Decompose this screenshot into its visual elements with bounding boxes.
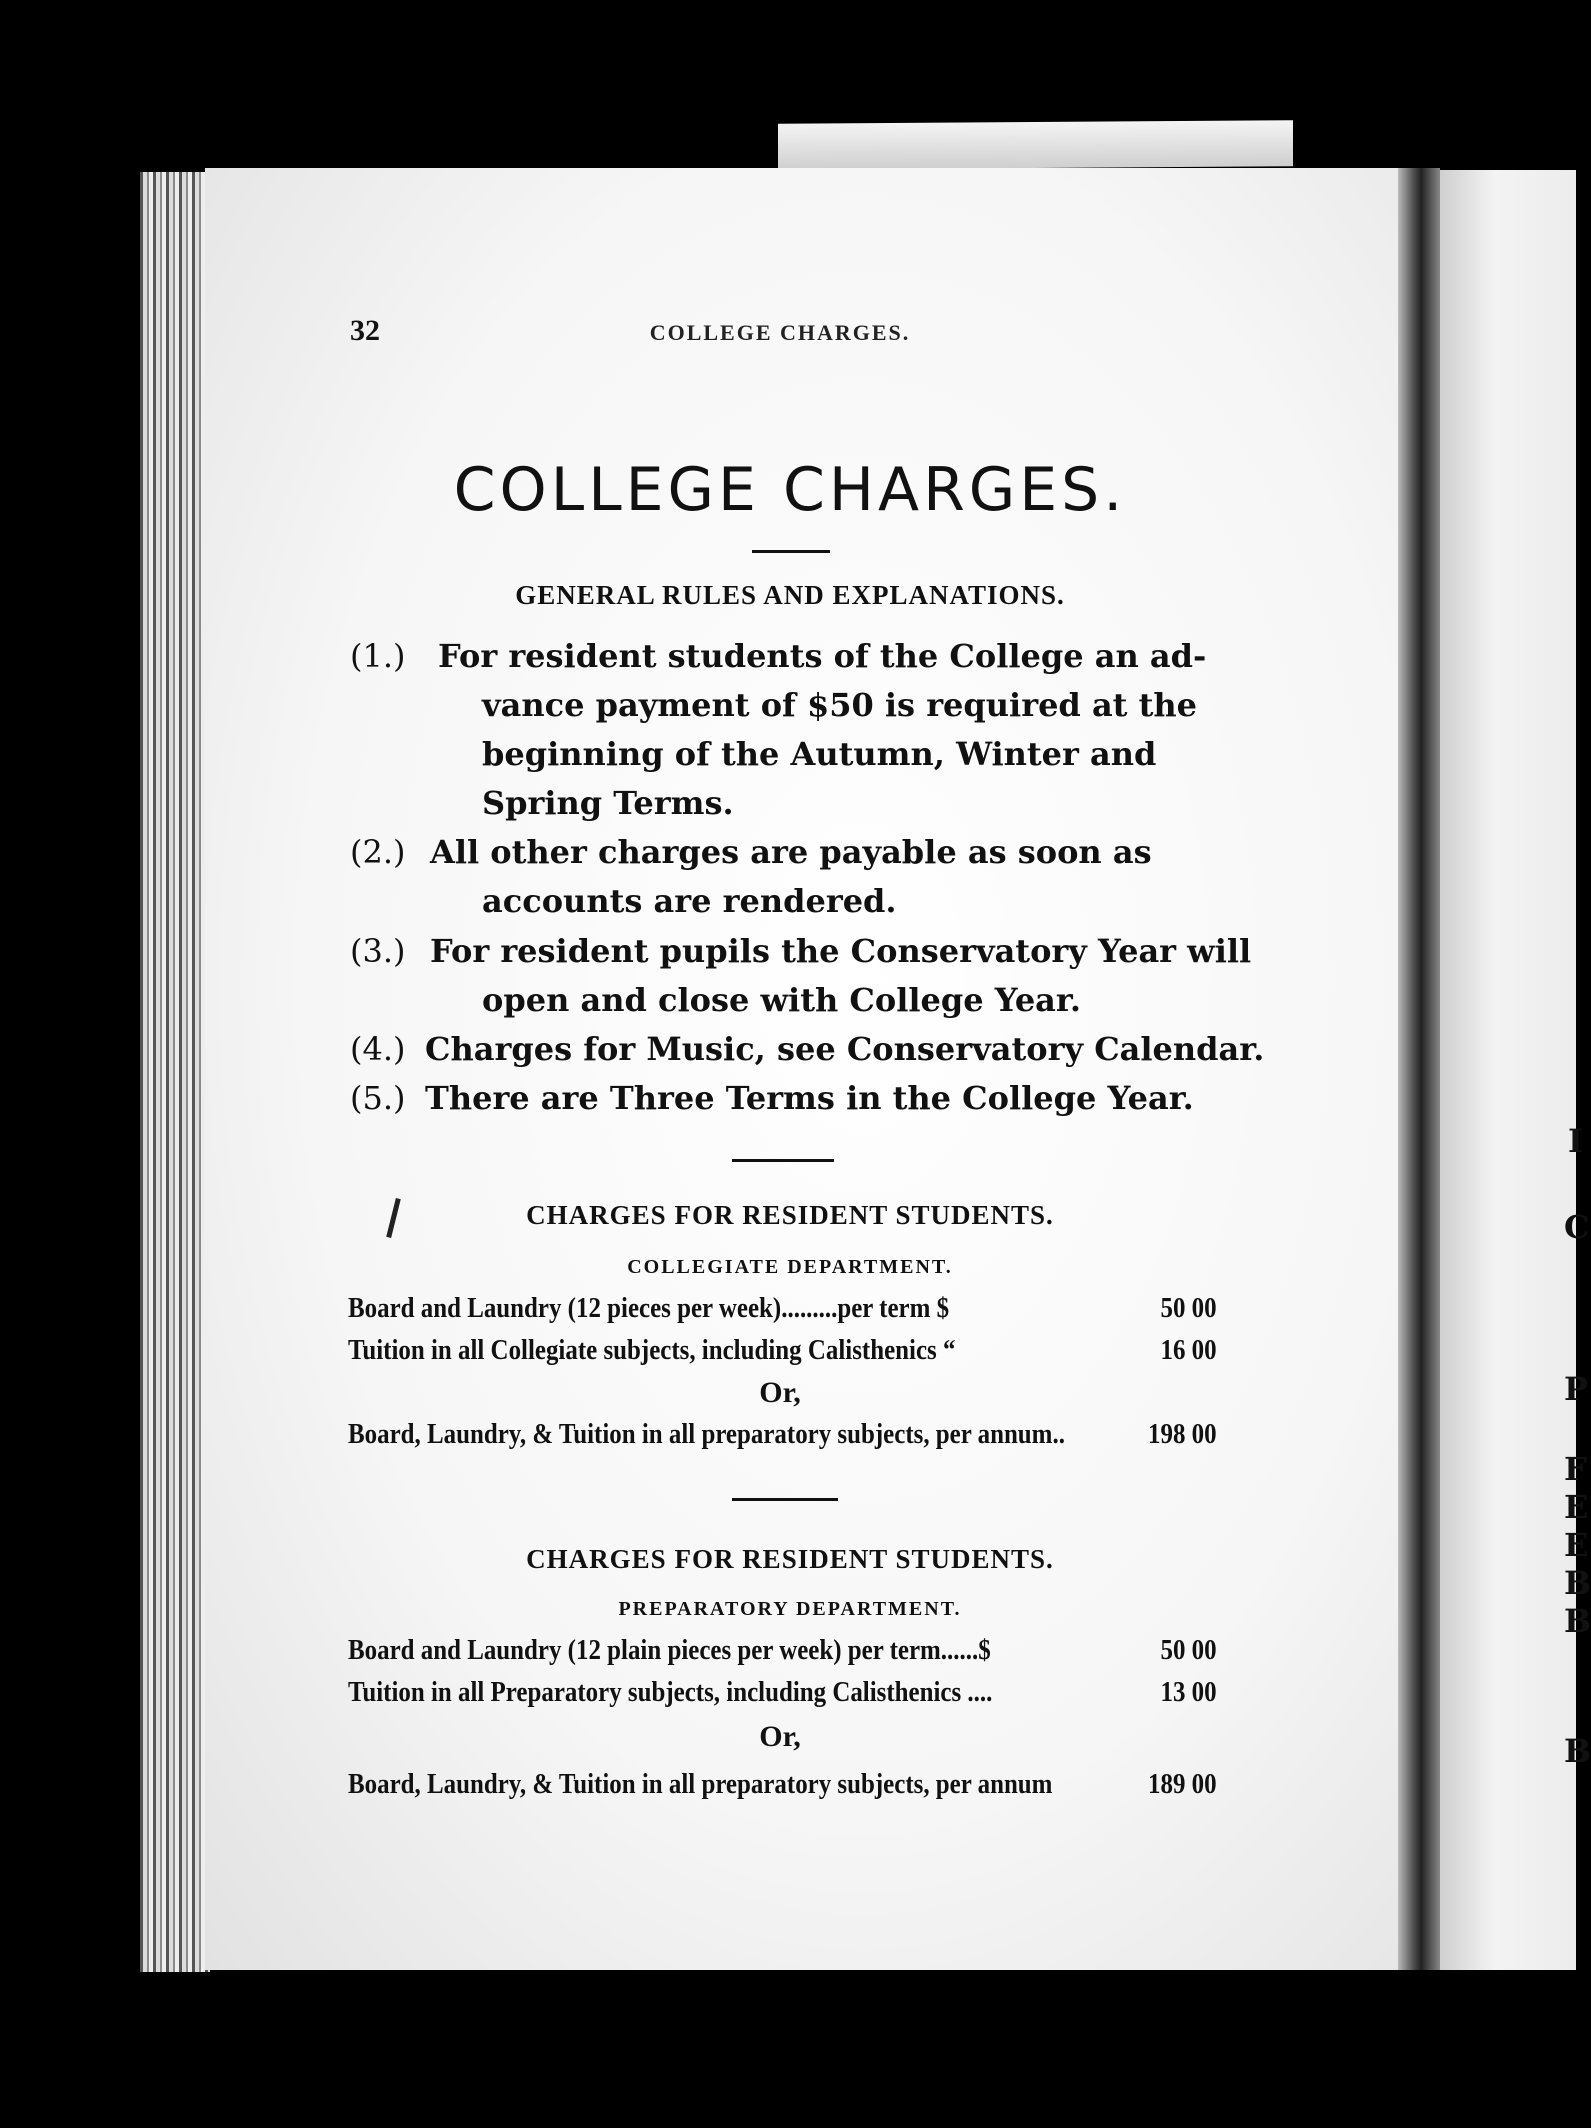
- fee-row: [348, 1292, 1217, 1332]
- rule-line: beginning of the Autumn, Winter and: [482, 735, 1157, 773]
- section-subtitle: GENERAL RULES AND EXPLANATIONS.: [515, 580, 1065, 610]
- rule-line: For resident pupils the Conservatory Year will: [430, 932, 1252, 970]
- fee-description: Board and Laundry (12 plain pieces per week) per term......$: [348, 1634, 991, 1666]
- facing-fragment: E: [1564, 1526, 1589, 1564]
- fee-amount: 198 00: [1148, 1418, 1217, 1450]
- rule-line: All other charges are payable as soon as: [430, 833, 1152, 871]
- or-separator: Or,: [759, 1720, 801, 1753]
- rule-line: accounts are rendered.: [482, 882, 897, 920]
- fee-description: Board, Laundry, & Tuition in all preparatory subjects, per annum: [348, 1768, 1053, 1800]
- facing-page: [1440, 170, 1591, 1970]
- or-separator: Or,: [759, 1376, 801, 1409]
- rule-line: vance payment of $50 is required at the: [482, 686, 1197, 724]
- rule-line: There are Three Terms in the College Year.: [425, 1079, 1194, 1117]
- divider: [732, 1498, 838, 1501]
- fee-amount: 16 00: [1160, 1334, 1217, 1366]
- fee-row-combined: [348, 1418, 1217, 1458]
- facing-fragment: C: [1564, 1208, 1590, 1246]
- book-gutter: [1398, 168, 1440, 1970]
- facing-fragment: E: [1564, 1488, 1589, 1526]
- facing-fragment: I: [1568, 1122, 1583, 1160]
- fee-row: [348, 1334, 1217, 1374]
- page-title: COLLEGE CHARGES.: [453, 455, 1127, 525]
- rule-line: open and close with College Year.: [482, 981, 1081, 1019]
- rule-item-1: [350, 632, 1230, 832]
- divider: [752, 550, 830, 553]
- rule-item-5: [350, 1074, 1230, 1124]
- fee-amount: 50 00: [1160, 1292, 1217, 1324]
- running-head: COLLEGE CHARGES.: [649, 320, 911, 345]
- fee-amount: 50 00: [1160, 1634, 1217, 1666]
- rule-item-4: [350, 1025, 1265, 1075]
- rule-number: (2.): [350, 833, 406, 871]
- rule-line: Spring Terms.: [482, 784, 734, 822]
- facing-fragment: P: [1564, 1370, 1589, 1408]
- fee-row: [348, 1676, 1217, 1716]
- department-heading: COLLEGIATE DEPARTMENT.: [627, 1256, 953, 1278]
- fee-description: Tuition in all Collegiate subjects, including Calisthenics “: [348, 1334, 956, 1366]
- rule-item-2: [350, 828, 1230, 928]
- rule-line: Charges for Music, see Conservatory Calendar.: [425, 1030, 1265, 1068]
- fee-amount: 13 00: [1160, 1676, 1217, 1708]
- department-heading: PREPARATORY DEPARTMENT.: [618, 1598, 962, 1620]
- rule-item-3: [350, 927, 1252, 1027]
- facing-fragment: B: [1564, 1602, 1591, 1640]
- facing-fragment: F: [1564, 1450, 1587, 1488]
- rule-line: For resident students of the College an ad-: [438, 637, 1207, 675]
- divider: [732, 1159, 834, 1162]
- rule-number: (5.): [350, 1079, 406, 1117]
- fee-row-combined: [348, 1768, 1217, 1808]
- top-paper-strip: [778, 120, 1293, 170]
- fee-description: Tuition in all Preparatory subjects, including Calisthenics ....: [348, 1676, 993, 1708]
- fee-description: Board, Laundry, & Tuition in all preparatory subjects, per annum..: [348, 1418, 1065, 1450]
- section-heading: CHARGES FOR RESIDENT STUDENTS.: [526, 1544, 1054, 1574]
- facing-fragment: B: [1564, 1732, 1591, 1770]
- page-edges: [140, 172, 210, 1972]
- rule-number: (4.): [350, 1030, 406, 1068]
- fee-amount: 189 00: [1148, 1768, 1217, 1800]
- rule-number: (1.): [350, 637, 406, 675]
- page-number: 32: [350, 314, 380, 347]
- section-heading: CHARGES FOR RESIDENT STUDENTS.: [526, 1200, 1054, 1230]
- fee-description: Board and Laundry (12 pieces per week).........per term $: [348, 1292, 950, 1324]
- rule-number: (3.): [350, 932, 406, 970]
- fee-row: [348, 1634, 1217, 1674]
- facing-fragment: B: [1564, 1564, 1591, 1602]
